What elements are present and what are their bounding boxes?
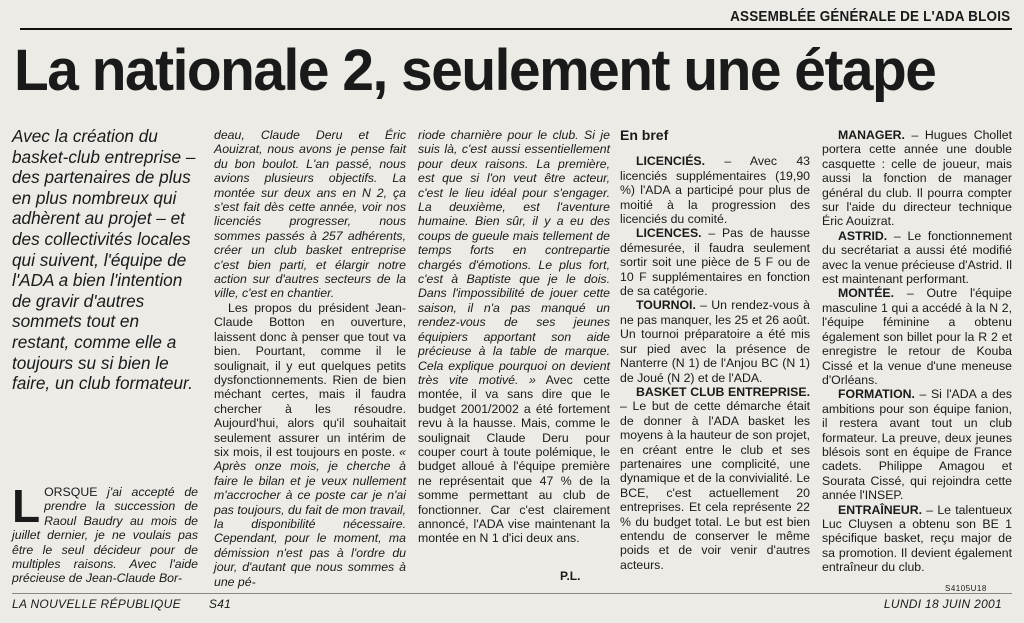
intro-smallcaps: ORSQUE <box>44 485 98 499</box>
lead-text: Avec la création du basket-club entreprise – des partenaires de plus en plus nombreux qui adhèrent au projet – et des collectivités locales qui suivent, l'équipe de l'ADA a bien l'intention de gravir d'autres sommets tout en restant, comme elle a toujours su si bien le faire, un club formateur. <box>12 126 196 394</box>
bref-item-montee <box>822 286 1012 387</box>
bref-kw: FORMATION. <box>838 387 915 402</box>
bref-item-manager <box>822 128 1012 229</box>
footer-rule <box>12 593 1012 594</box>
intro-text: j'ai accepté de prendre la succession de Raoul Baudry au mois de juillet dernier, je ne voulais pas être le seul décideur pour de multiples raisons. Avec l'aide précieuse de Jean-Claude Bor- <box>12 485 198 586</box>
article-column-2 <box>214 128 406 589</box>
bref-text: – Hugues Chollet portera cette année une double casquette : celle de joueur, mais aussi la fonction de manager général du club. Il pourra compter sur l'aide du directeur technique Éric Aouizrat. <box>822 128 1012 229</box>
bref-kw: MANAGER. <box>838 128 905 142</box>
bref-item-licencies <box>620 154 810 226</box>
article-column-5 <box>822 128 1012 575</box>
bref-kw: ENTRAÎNEUR. <box>838 502 923 517</box>
en-bref-column <box>620 128 810 572</box>
bref-text: – Si l'ADA a des ambitions pour son équipe fanion, il restera avant tout un club formateur. La preuve, deux jeunes blésois sont en équipe de France cadets. Philippe Amagou et Sourata Cissé, qui rejoindra cette année l'INSEP. <box>822 387 1012 503</box>
publication-name: LA NOUVELLE RÉPUBLIQUE <box>12 597 181 611</box>
bref-text: – Outre l'équipe masculine 1 qui a accédé à la N 2, l'équipe féminine a obtenu également son billet pour la R 2 et enregistre le retour de Kouba Cissé et la venue d'une meneuse d'Orléans. <box>822 286 1012 387</box>
headline: La nationale 2, seulement une étape <box>14 38 936 103</box>
section-label: ASSEMBLÉE GÉNÉRALE DE L'ADA BLOIS <box>729 8 1010 25</box>
bref-text: – Le fonctionnement du secrétariat a aussi été modifié avec la venue précieuse d'Astrid. Il est maintenant performant. <box>822 228 1012 287</box>
bref-kw: MONTÉE. <box>838 286 895 301</box>
article-code: S4105U18 <box>945 584 987 593</box>
bref-text: – Pas de hausse démesurée, il faudra seulement sortir soit une pièce de 5 F ou de 10 F supplémentaires en fonction de sa catégorie. <box>620 226 810 299</box>
dropcap: L <box>12 480 41 532</box>
page-number: S41 <box>208 597 232 611</box>
article-column-3 <box>418 128 610 546</box>
bref-item-basket-club-entreprise <box>620 385 810 572</box>
bref-item-tournoi <box>620 298 810 384</box>
col3-text: Avec cette montée, il va sans dire que le budget 2001/2002 a été fortement revu à la hausse. Mais, comme le soulignait Claude Deru pour couper court à toute polémique, le budget alloué à l'équipe première ne représentait que 47 % de la somme permettant au club de fonctionner. Car c'est clairement annoncé, l'ADA vise maintenant la montée en N 1 d'ici deux ans. <box>418 372 610 546</box>
footer-publication <box>12 597 231 611</box>
col2-paragraph-2 <box>214 301 406 589</box>
bref-kw: TOURNOI. <box>636 298 696 313</box>
bref-kw: ASTRID. <box>838 228 888 243</box>
bref-text: – Le but de cette démarche était de donner à l'ADA basket les moyens à la hauteur de son projet, en créant entre le club et ses partenaires une complicité, une dynamique et de la convivialité. Le BCE, c'est actuellement 20 entreprises. Et cela représente 22 % du budget total. Le but est bien entendu de conserver le même poids et de voir venir d'autres acteurs. <box>620 399 810 572</box>
footer-date: LUNDI 18 JUIN 2001 <box>883 597 1002 611</box>
bref-item-licences <box>620 226 810 298</box>
col2-paragraph-1: deau, Claude Deru et Éric Aouizrat, nous avons je pense fait du bon boulot. L'an passé, nous avions plusieurs objectifs. La montée sur deux ans en N 2, ça s'est fait dès cette année, voir nos licenciés progresser, nous sommes passés à 257 adhérents, créer un club basket entreprise c'est bien parti, et élargir notre action sur d'autres secteurs de la ville, c'est en chantier. <box>214 128 406 301</box>
bref-kw: LICENCIÉS. <box>636 154 706 169</box>
bref-text: – Avec 43 licenciés supplémentaires (19,90 %) l'ADA a participé pour plus de moitié à la progression des licenciés du comité. <box>620 154 810 227</box>
bref-item-astrid <box>822 229 1012 287</box>
col3-paragraph-1 <box>418 128 610 546</box>
bref-kw: LICENCES. <box>636 226 702 241</box>
bref-kw: BASKET CLUB ENTREPRISE. <box>636 384 810 399</box>
bref-text: – Un rendez-vous à ne pas manquer, les 25 et 26 août. Un tournoi préparatoire a été mis sur pied avec la présence de Nanterre (N 1) de l'Anjou BC (N 1) de Joué (N 2) et de l'ADA. <box>620 298 810 385</box>
col2-paragraph-2-quote: « Après onze mois, je cherche à faire le bilan et je veux nullement m'accrocher à ce poste car je n'ai pas toujours, du fait de mon travail, la disponibilité nécessaire. Cependant, pour le moment, ma démission n'est pas à l'ordre du jour, d'autant que nous sommes à une pé- <box>214 444 406 589</box>
en-bref-title: En bref <box>620 127 669 143</box>
author-signature: P.L. <box>560 569 581 583</box>
intro-paragraph <box>12 480 198 586</box>
bref-item-entraineur <box>822 503 1012 575</box>
bref-item-formation <box>822 387 1012 502</box>
bref-text: – Le talentueux Luc Cluysen a obtenu son BE 1 spécifique basket, reçu major de sa promotion. Il devient également entraîneur du club. <box>822 502 1012 575</box>
lead-paragraph <box>12 126 198 394</box>
col3-quote: riode charnière pour le club. Si je suis là, c'est aussi essentiellement pour deux raisons. La première, est que si l'on veut être acteur, c'est le lieu idéal pour s'engager. La deuxième, est l'aventure humaine. Bien sûr, il y a eu des coups de gueule mais tellement de temps forts en contrepartie chargés d'émotions. Le plus fort, c'est à Baptiste que je le dois. Dans l'impossibilité de jouer cette saison, il n'a pas manqué un rendez-vous de ses jeunes équipiers apportant son aide précieuse à la table de marque. Cela explique pourquoi on devient très vite motivé. » <box>418 128 610 387</box>
col2-paragraph-2-text: Les propos du président Jean-Claude Botton en ouverture, laissent donc à penser que tout va bien. Pourtant, comme il le soulignait, il y eut quelques petits dysfonctionnements. Rien de bien méchant certes, mais il faudra chercher à les résoudre. Aujourd'hui, alors qu'il souhaitait seulement assurer un intérim de six mois, il est toujours en poste. <box>214 300 406 459</box>
section-rule <box>20 28 1012 30</box>
